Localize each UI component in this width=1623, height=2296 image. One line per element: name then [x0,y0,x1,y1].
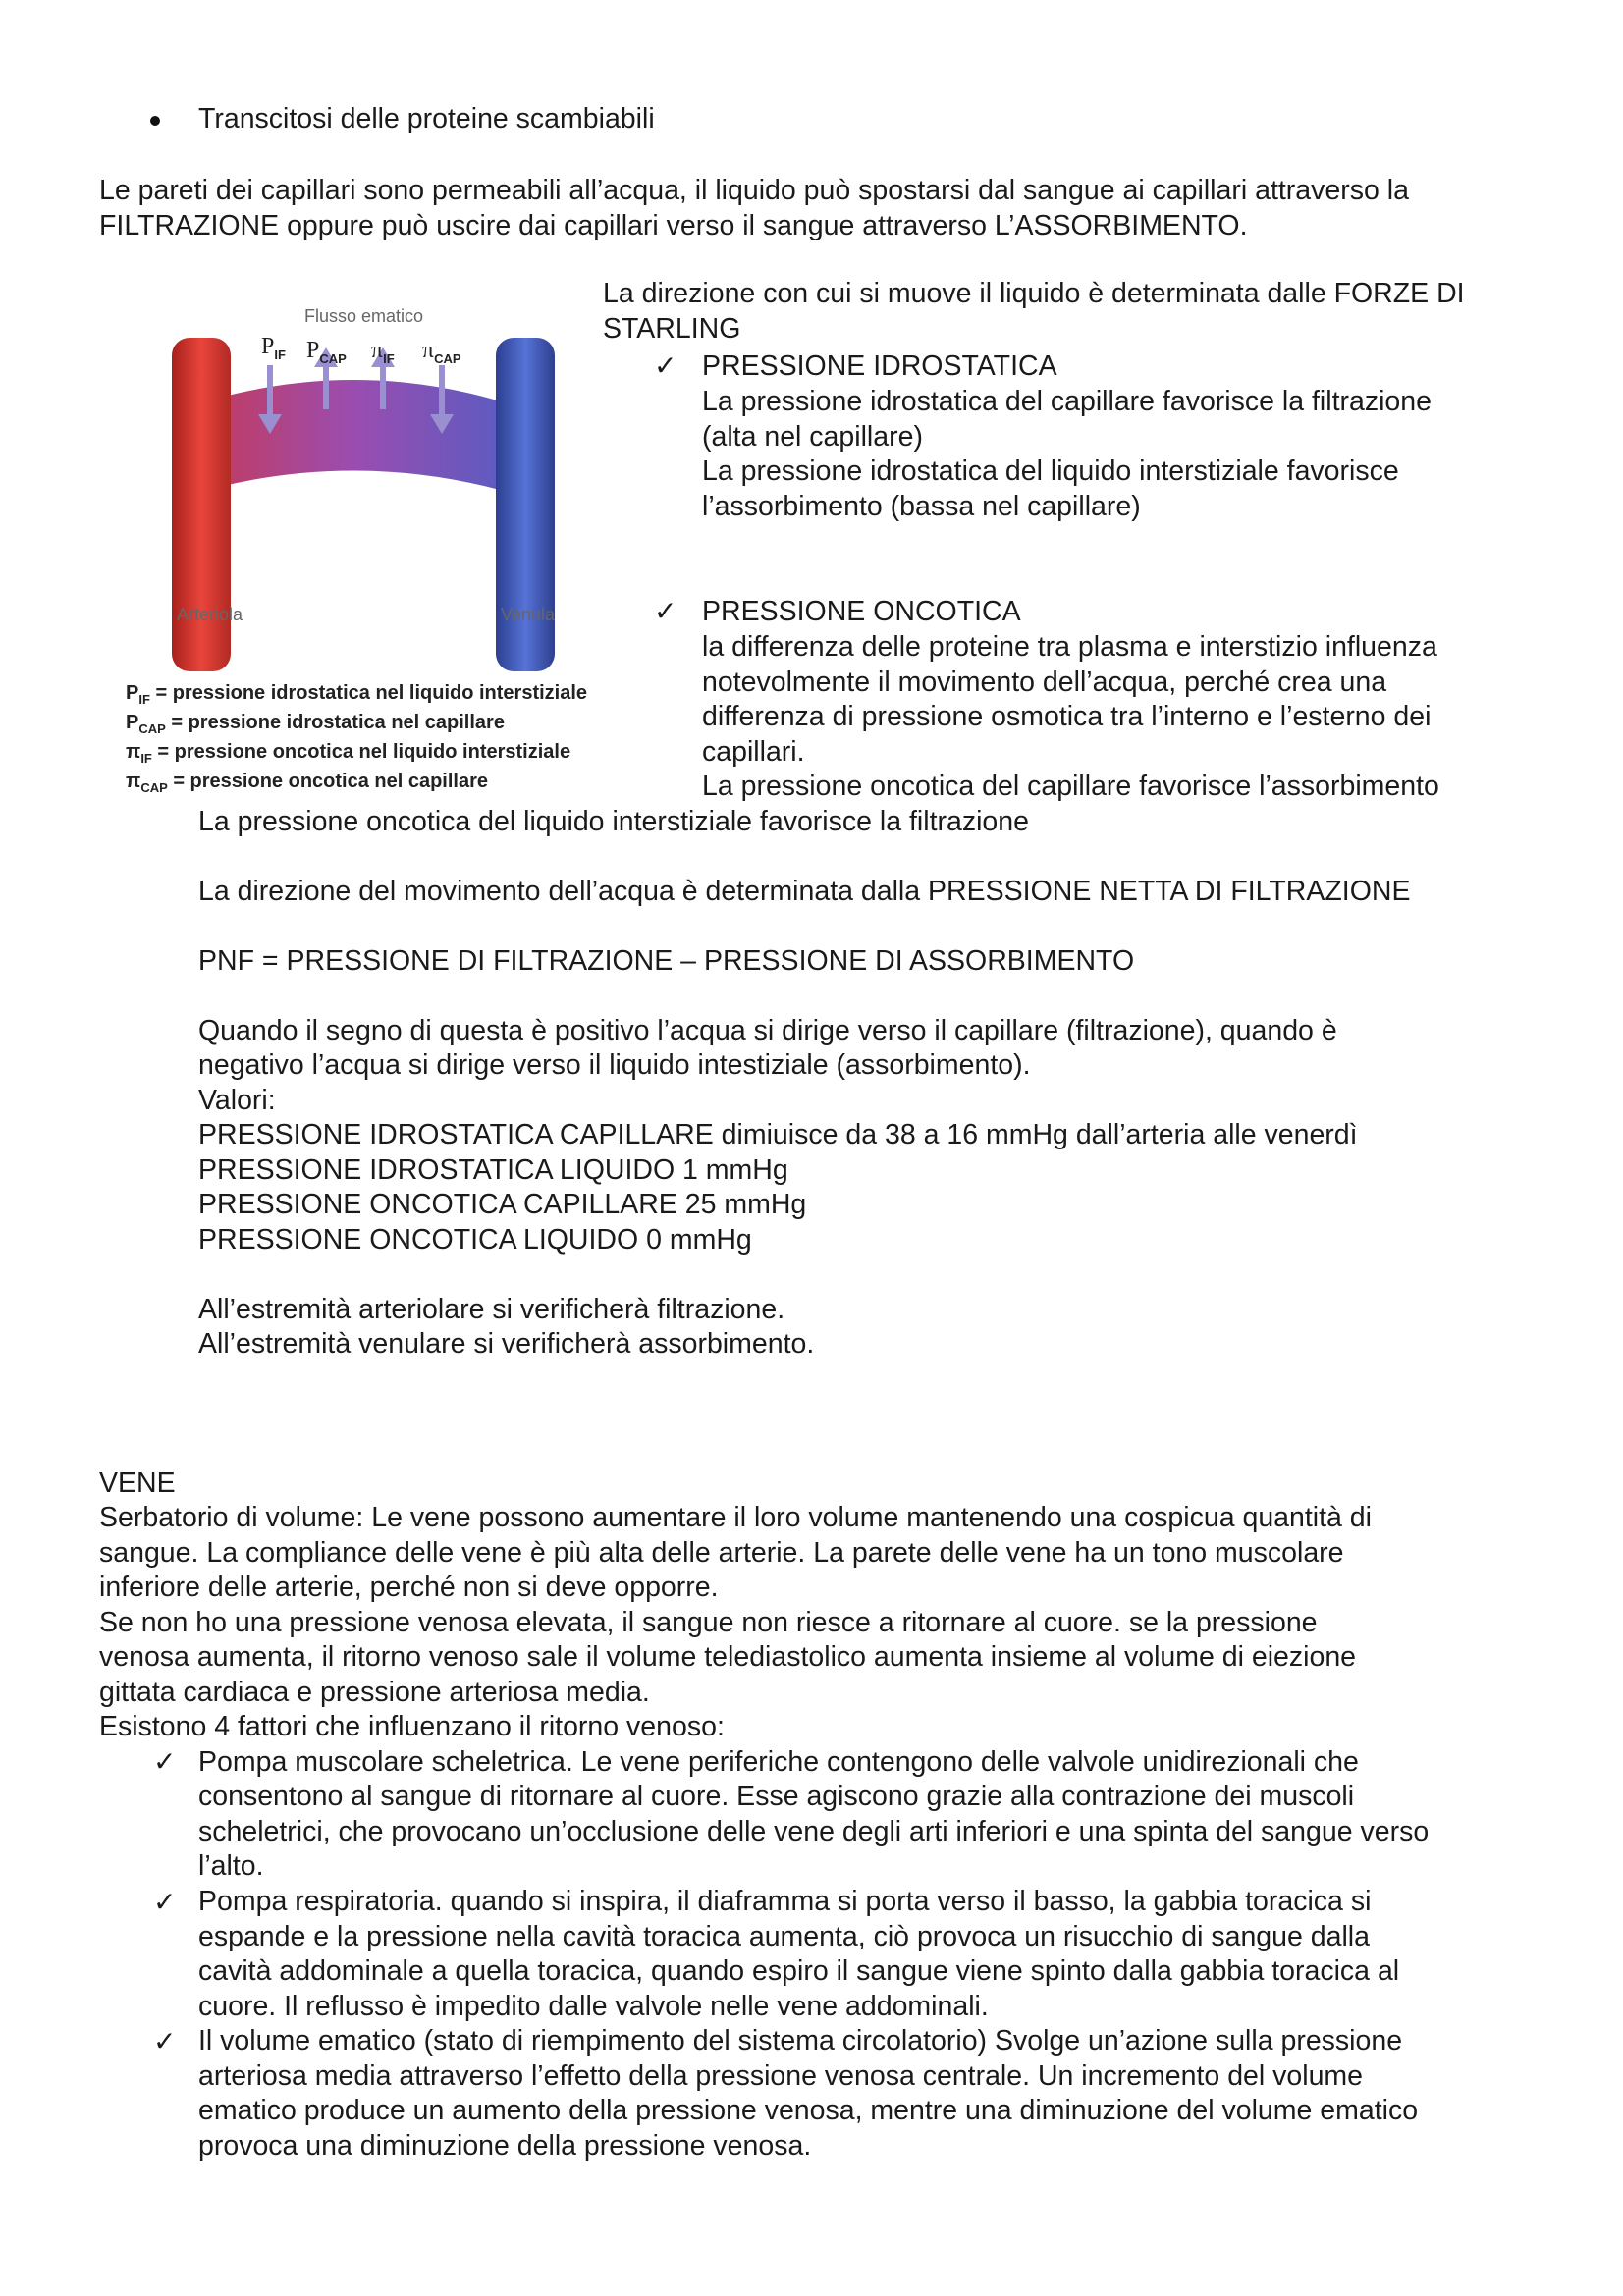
legend-line-1: PIF = pressione idrostatica nel liquido interstiziale (in [126,682,589,707]
idrostatica-line-2: (alta nel capillare) [702,421,923,453]
check-icon: ✓ [153,2026,177,2056]
vene-line-5: venosa aumenta, il ritorno venoso sale il volume telediastolico aumenta insieme al volume di eiezione [99,1641,1357,1673]
factor-1-line-4: l’alto. [198,1850,264,1882]
check-icon: ✓ [153,1746,177,1777]
idrostatica-title: PRESSIONE IDROSTATICA [702,350,1057,382]
vene-heading: VENE [99,1468,176,1499]
symbol-pcap: $P_{CAP}$ [306,338,347,366]
capillary-diagram [118,267,589,807]
middle-line-15: All’estremità arteriolare si verificherà filtrazione. [198,1294,785,1325]
oncotica-line-1: la differenza delle proteine tra plasma e interstizio influenza [702,631,1437,663]
vene-line-4: Se non ho una pressione venosa elevata, il sangue non riesce a ritornare al cuore. se la pressione [99,1607,1318,1638]
vene-line-1: Serbatorio di volume: Le vene possono aumentare il loro volume mantenendo una cospicua quantità di [99,1502,1372,1533]
oncotica-line-5: La pressione oncotica del capillare favorisce l’assorbimento [702,771,1439,802]
factor-3-line-4: provoca una diminuzione della pressione venosa. [198,2130,812,2162]
starling-line-1: La direzione con cui si muove il liquido è determinata dalle FORZE DI [603,278,1465,309]
valore-idro-liquido: PRESSIONE IDROSTATICA LIQUIDO 1 mmHg [198,1154,788,1186]
pnf-formula: PNF = PRESSIONE DI FILTRAZIONE – PRESSIONE DI ASSORBIMENTO [198,945,1135,977]
factor-2-line-2: espande e la pressione nella cavità toracica aumenta, ciò provoca un risucchio di sangue dalla [198,1921,1370,1952]
check-icon: ✓ [654,596,677,626]
legend-line-4: πCAP = pressione oncotica nel capillare [126,771,489,795]
valori-label: Valori: [198,1085,276,1116]
flow-label: Flusso ematico [304,306,424,326]
intro-line-2: FILTRAZIONE oppure può uscire dai capillari verso il sangue attraverso L’ASSORBIMENTO. [99,210,1248,241]
valore-onco-capillare: PRESSIONE ONCOTICA CAPILLARE 25 mmHg [198,1189,807,1220]
factor-1-line-2: consentono al sangue di ritornare al cuore. Esse agiscono grazie alla contrazione dei muscoli [198,1781,1355,1812]
arteriole-label: Arteriola [177,605,243,624]
legend-line-3: πIF = pressione oncotica nel liquido interstiziale [126,741,571,766]
venule-label: Venula [501,605,556,624]
middle-line-7: Quando il segno di questa è positivo l’acqua si dirige verso il capillare (filtrazione), quando è [198,1015,1337,1046]
middle-line-16: All’estremità venulare si verificherà assorbimento. [198,1328,815,1360]
idrostatica-line-4: l’assorbimento (bassa nel capillare) [702,491,1141,522]
factor-2-line-1: Pompa respiratoria. quando si inspira, il diaframma si porta verso il basso, la gabbia toracica si [198,1886,1372,1917]
valore-idro-capillare: PRESSIONE IDROSTATICA CAPILLARE dimiuisce da 38 a 16 mmHg dall’arteria alle venerdì [198,1119,1358,1150]
factor-1-line-1: Pompa muscolare scheletrica. Le vene periferiche contengono delle valvole unidirezionali che [198,1746,1359,1778]
capillary-tube [196,380,511,493]
factor-3-line-3: ematico produce un aumento della pressione venosa, mentre una diminuzione del volume ematico [198,2095,1419,2126]
bullet-dot [150,116,160,126]
vene-line-3: inferiore delle arterie, perché non si deve opporre. [99,1572,719,1603]
vene-line-2: sangue. La compliance delle vene è più alta delle arterie. La parete delle vene ha un tono muscolare [99,1537,1344,1569]
factor-1-line-3: scheletrici, che provocano un’occlusione delle vene degli arti inferiori e una spinta del sangue verso [198,1816,1430,1847]
oncotica-title: PRESSIONE ONCOTICA [702,596,1021,627]
idrostatica-line-1: La pressione idrostatica del capillare favorisce la filtrazione [702,386,1432,417]
top-bullet-text: Transcitosi delle proteine scambiabili [198,103,655,134]
idrostatica-line-3: La pressione idrostatica del liquido interstiziale favorisce [702,455,1399,487]
starling-line-2: STARLING [603,313,741,345]
factor-2-line-3: cavità addominale a quella toracica, quando espiro il sangue viene spinto dalla gabbia toracica al [198,1955,1400,1987]
check-icon: ✓ [654,350,677,381]
oncotica-line-3: differenza di pressione osmotica tra l’interno e l’esterno dei [702,701,1432,732]
middle-line-1: La pressione oncotica del liquido interstiziale favorisce la filtrazione [198,806,1029,837]
symbol-pi-cap: $\pi_{CAP}$ [422,338,461,366]
vene-line-6: gittata cardiaca e pressione arteriosa media. [99,1677,650,1708]
symbol-pi-if: $\pi_{IF}$ [371,338,395,366]
capillary-figure [118,267,589,807]
legend-line-2: PCAP = pressione idrostatica nel capillare [126,712,505,736]
vene-line-7: Esistono 4 fattori che influenzano il ritorno venoso: [99,1711,725,1742]
factor-2-line-4: cuore. Il reflusso è impedito dalle valvole nelle vene addominali. [198,1991,989,2022]
factor-3-line-1: Il volume ematico (stato di riempimento del sistema circolatorio) Svolge un’azione sulla pressione [198,2025,1403,2056]
middle-line-3: La direzione del movimento dell’acqua è determinata dalla PRESSIONE NETTA DI FILTRAZIONE [198,876,1411,907]
middle-line-8: negativo l’acqua si dirige verso il liquido intestiziale (assorbimento). [198,1049,1031,1081]
symbol-pif: $P_{IF}$ [261,334,286,362]
intro-line-1: Le pareti dei capillari sono permeabili all’acqua, il liquido può spostarsi dal sangue ai capillari attraverso la [99,175,1409,206]
figure-legend [126,682,589,795]
check-icon: ✓ [153,1887,177,1917]
valore-onco-liquido: PRESSIONE ONCOTICA LIQUIDO 0 mmHg [198,1224,752,1255]
oncotica-line-2: notevolmente il movimento dell’acqua, perché crea una [702,667,1387,698]
oncotica-line-4: capillari. [702,736,805,768]
factor-3-line-2: arteriosa media attraverso l’effetto della pressione venosa centrale. Un incremento del volume [198,2060,1364,2092]
